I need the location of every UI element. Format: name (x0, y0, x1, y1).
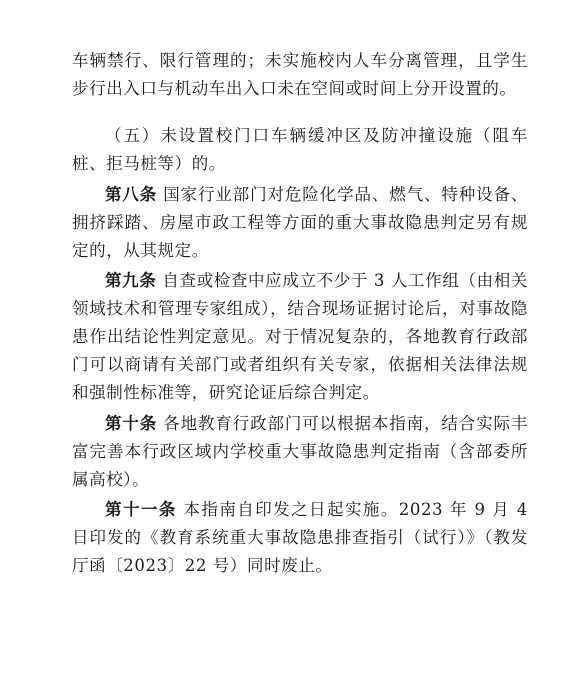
paragraph-text: 本指南自印发之日起实施。2023 年 9 月 4 日印发的《教育系统重大事故隐患排查指引（试行）》（教发厅函〔2023〕22 号）同时废止。 (72, 500, 528, 575)
paragraph-text: 自查或检查中应成立不少于 3 人工作组（由相关领域技术和管理专家组成），结合现场证据讨论后，对事故隐患作出结论性判定意见。对于情况复杂的，各地教育行政部门可以商请有关部门或者组织有关专家，依据相关法律法规和强制性标准等，研究论证后综合判定。 (72, 271, 528, 402)
paragraph-article-8 (72, 181, 528, 265)
paragraph-text: （五）未设置校门口车辆缓冲区及防冲撞设施（阻车桩、拒马桩等）的。 (72, 126, 528, 173)
article-number: 第九条 (105, 271, 157, 290)
paragraph-text: 各地教育行政部门可以根据本指南，结合实际丰富完善本行政区域内学校重大事故隐患判定指南（含部委所属高校）。 (72, 414, 528, 489)
article-number: 第十条 (105, 414, 158, 433)
paragraph-article-11 (72, 496, 528, 580)
paragraph-continuation (72, 47, 528, 103)
paragraph-article-9 (72, 267, 528, 407)
article-number: 第八条 (105, 185, 158, 204)
paragraph-text: 车辆禁行、限行管理的；未实施校内人车分离管理，且学生步行出入口与机动车出入口未在空间或时间上分开设置的。 (72, 51, 528, 98)
article-number: 第十一条 (105, 500, 177, 519)
paragraph-item-5 (72, 122, 528, 178)
paragraph-article-10 (72, 410, 528, 494)
paragraph-text: 国家行业部门对危险化学品、燃气、特种设备、拥挤踩踏、房屋市政工程等方面的重大事故隐患判定另有规定的，从其规定。 (72, 185, 528, 260)
